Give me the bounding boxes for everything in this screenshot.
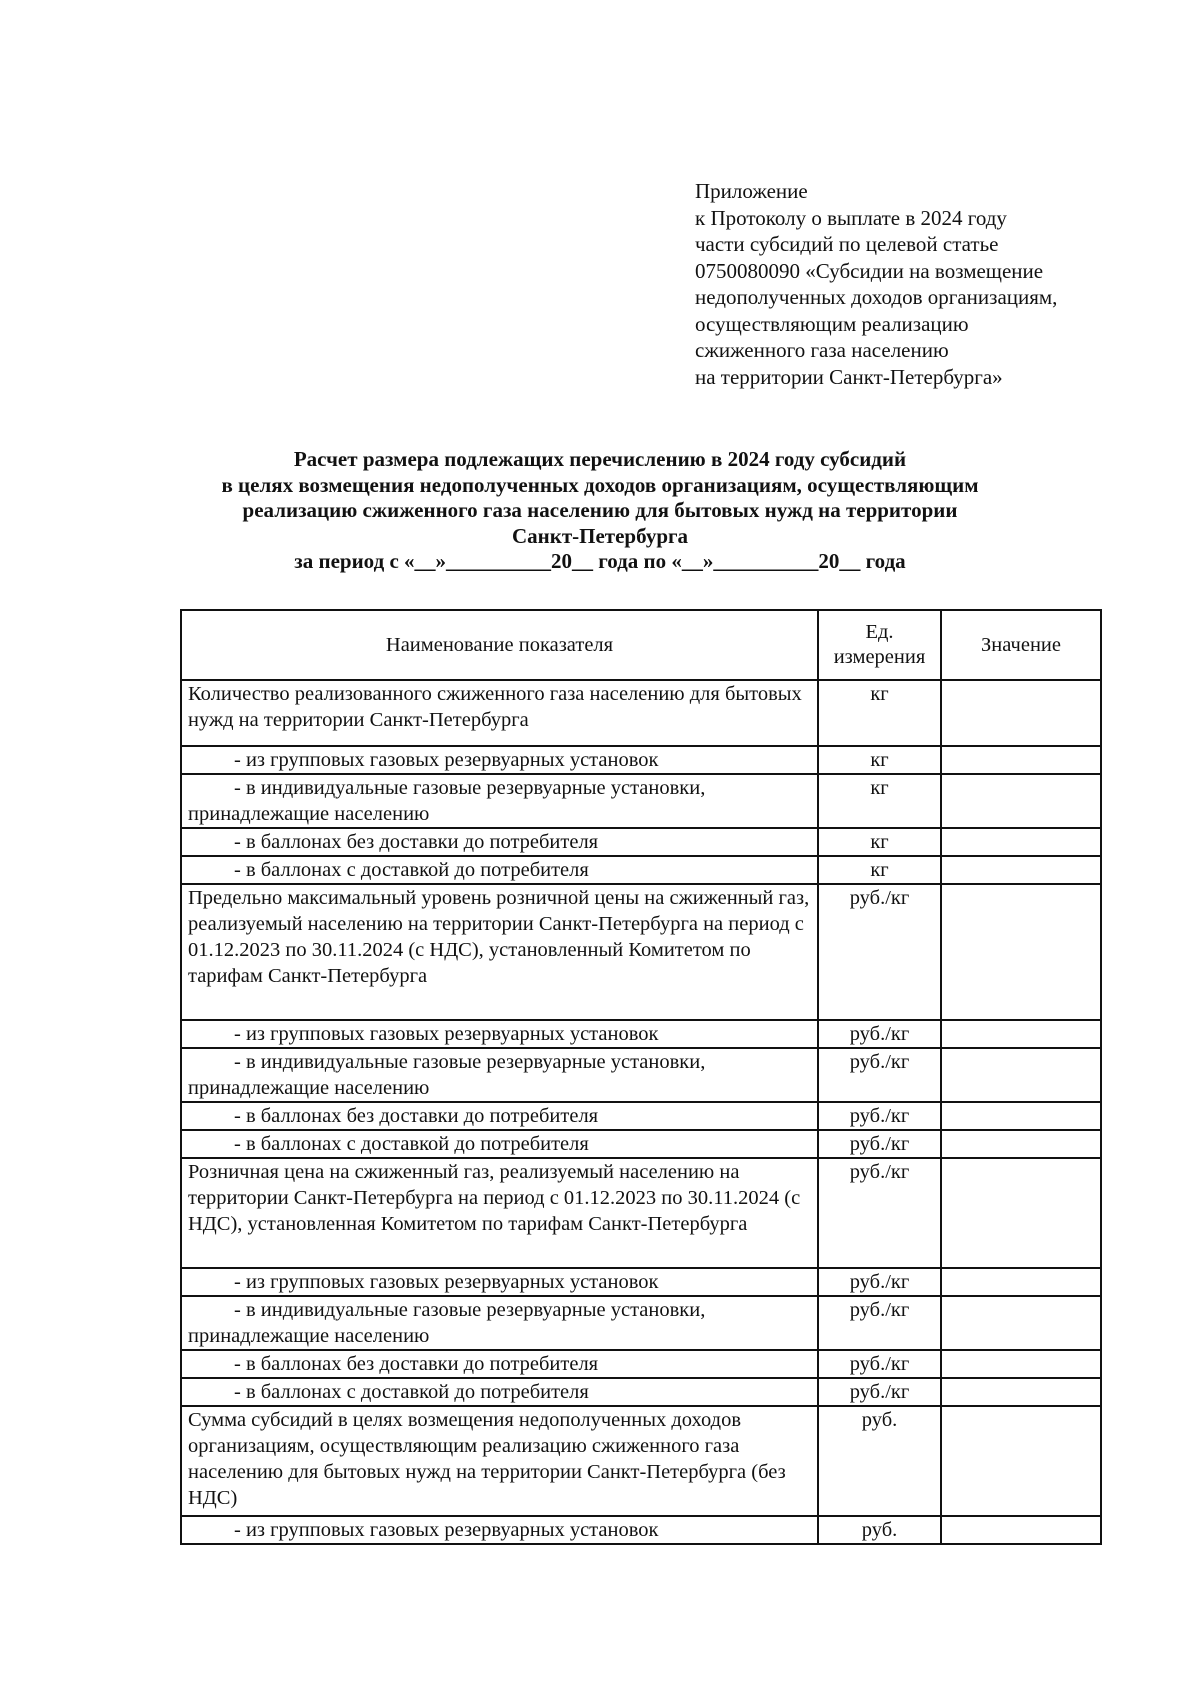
- row-name: - в баллонах с доставкой до потребителя: [181, 1130, 818, 1158]
- table-row: [181, 1130, 1101, 1158]
- appendix-line: сжиженного газа населению: [695, 338, 949, 362]
- header-unit: Ед. измерения: [818, 610, 941, 680]
- row-value[interactable]: [941, 856, 1101, 884]
- row-unit: руб./кг: [818, 1020, 941, 1048]
- row-name: - из групповых газовых резервуарных установок: [181, 1268, 818, 1296]
- row-value[interactable]: [941, 1102, 1101, 1130]
- row-name: - из групповых газовых резервуарных установок: [181, 1516, 818, 1544]
- row-name: - в баллонах без доставки до потребителя: [181, 828, 818, 856]
- row-value[interactable]: [941, 1378, 1101, 1406]
- row-value[interactable]: [941, 1268, 1101, 1296]
- calculation-table: [180, 609, 1102, 1545]
- row-value[interactable]: [941, 746, 1101, 774]
- row-name: - в индивидуальные газовые резервуарные установки, принадлежащие населению: [181, 1296, 818, 1350]
- row-value[interactable]: [941, 774, 1101, 828]
- row-unit: кг: [818, 680, 941, 746]
- row-value[interactable]: [941, 1048, 1101, 1102]
- table-row: [181, 1406, 1101, 1516]
- appendix-line: 0750080090 «Субсидии на возмещение: [695, 258, 1044, 283]
- row-unit: руб./кг: [818, 1048, 941, 1102]
- title-line: реализацию сжиженного газа населению для бытовых нужд на территории: [242, 498, 958, 522]
- row-value[interactable]: [941, 1296, 1101, 1350]
- table-header-row: [181, 610, 1101, 680]
- appendix-block: [695, 178, 1155, 390]
- appendix-line: осуществляющим реализацию: [695, 311, 969, 336]
- title-line: в целях возмещения недополученных доходов организациям, осуществляющим: [221, 472, 979, 497]
- row-value[interactable]: [941, 1130, 1101, 1158]
- appendix-line: к Протоколу о выплате в 2024 году: [695, 205, 1007, 230]
- appendix-line: Приложение: [695, 179, 808, 203]
- row-unit: кг: [818, 746, 941, 774]
- row-name: Количество реализованного сжиженного газа населению для бытовых нужд на территории Санкт-Петербурга: [181, 680, 818, 746]
- row-name: - в баллонах без доставки до потребителя: [181, 1102, 818, 1130]
- row-unit: кг: [818, 774, 941, 828]
- table-row: [181, 1158, 1101, 1268]
- table-row: [181, 1516, 1101, 1544]
- row-unit: руб./кг: [818, 1130, 941, 1158]
- table-row: [181, 884, 1101, 1020]
- table-row: [181, 828, 1101, 856]
- row-unit: руб.: [818, 1406, 941, 1516]
- appendix-line: недополученных доходов организациям,: [695, 285, 1058, 309]
- row-name: Предельно максимальный уровень розничной цены на сжиженный газ, реализуемый населению на территории Санкт-Петербурга на период с 01.12.2023 по 30.11.2024 (с НДС), установленный Комитетом по тарифам Санкт-Петербурга: [181, 884, 818, 1020]
- row-name: - в баллонах без доставки до потребителя: [181, 1350, 818, 1378]
- table-row: [181, 774, 1101, 828]
- row-unit: руб.: [818, 1516, 941, 1544]
- row-unit: кг: [818, 856, 941, 884]
- row-value[interactable]: [941, 884, 1101, 1020]
- row-unit: руб./кг: [818, 1268, 941, 1296]
- row-value[interactable]: [941, 1406, 1101, 1516]
- table-row: [181, 1378, 1101, 1406]
- row-unit: руб./кг: [818, 1158, 941, 1268]
- appendix-line: на территории Санкт-Петербурга»: [695, 364, 1003, 389]
- row-value[interactable]: [941, 828, 1101, 856]
- row-unit: руб./кг: [818, 1350, 941, 1378]
- row-unit: руб./кг: [818, 884, 941, 1020]
- appendix-line: части субсидий по целевой статье: [695, 232, 999, 256]
- title-line: Санкт-Петербурга: [511, 523, 689, 548]
- table-row: [181, 1102, 1101, 1130]
- row-value[interactable]: [941, 1350, 1101, 1378]
- row-unit: руб./кг: [818, 1296, 941, 1350]
- header-name: Наименование показателя: [181, 610, 818, 680]
- row-name: - в индивидуальные газовые резервуарные установки, принадлежащие населению: [181, 774, 818, 828]
- row-name: - в баллонах с доставкой до потребителя: [181, 1378, 818, 1406]
- row-name: - из групповых газовых резервуарных установок: [181, 746, 818, 774]
- row-unit: руб./кг: [818, 1102, 941, 1130]
- row-unit: руб./кг: [818, 1378, 941, 1406]
- row-value[interactable]: [941, 1516, 1101, 1544]
- table-row: [181, 1350, 1101, 1378]
- row-name: - в индивидуальные газовые резервуарные установки, принадлежащие населению: [181, 1048, 818, 1102]
- row-name: Сумма субсидий в целях возмещения недополученных доходов организациям, осуществляющим реализацию сжиженного газа населению для бытовых нужд на территории Санкт-Петербурга (без НДС): [181, 1406, 818, 1516]
- header-value: Значение: [941, 610, 1101, 680]
- row-value[interactable]: [941, 1020, 1101, 1048]
- row-name: - в баллонах с доставкой до потребителя: [181, 856, 818, 884]
- table-row: [181, 746, 1101, 774]
- table-row: [181, 680, 1101, 746]
- table-row: [181, 1020, 1101, 1048]
- row-value[interactable]: [941, 680, 1101, 746]
- row-unit: кг: [818, 828, 941, 856]
- title-line: Расчет размера подлежащих перечислению в 2024 году субсидий: [293, 447, 907, 471]
- period-line: за период с «__»__________20__ года по «__»__________20__ года: [294, 549, 906, 573]
- row-name: Розничная цена на сжиженный газ, реализуемый населению на территории Санкт-Петербурга на период с 01.12.2023 по 30.11.2024 (с НДС), установленная Комитетом по тарифам Санкт-Петербурга: [181, 1158, 818, 1268]
- row-value[interactable]: [941, 1158, 1101, 1268]
- table-row: [181, 1268, 1101, 1296]
- table-row: [181, 1296, 1101, 1350]
- row-name: - из групповых газовых резервуарных установок: [181, 1020, 818, 1048]
- table-row: [181, 1048, 1101, 1102]
- document-title: [150, 447, 1050, 575]
- table-row: [181, 856, 1101, 884]
